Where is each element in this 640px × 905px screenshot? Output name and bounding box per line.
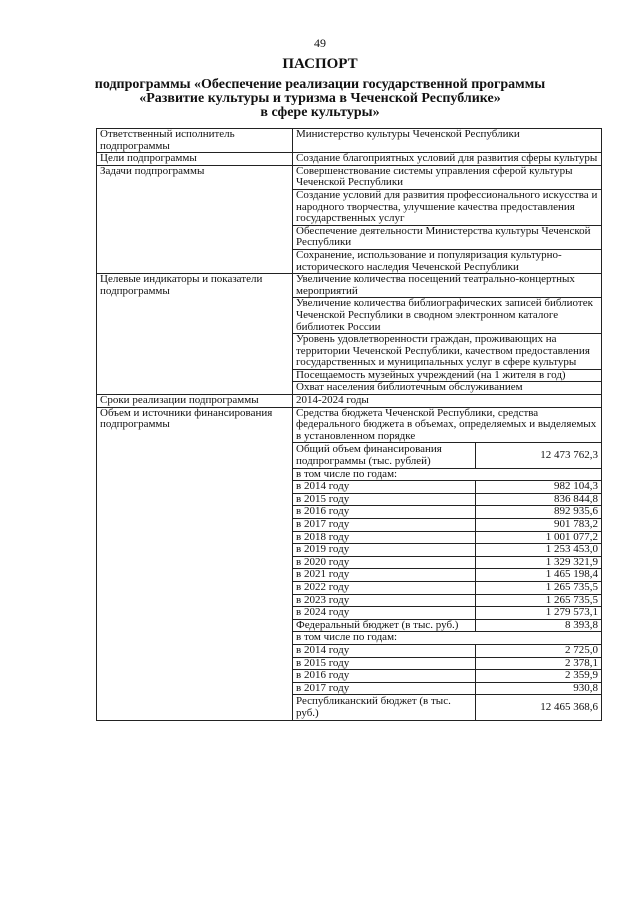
row-label-indicators: Целевые индикаторы и показатели подпрограммы	[97, 274, 293, 395]
federal-year-value: 2 359,9	[476, 670, 602, 683]
table-row	[97, 395, 602, 408]
year-value: 1 265 735,5	[476, 581, 602, 594]
year-value: 1 001 077,2	[476, 531, 602, 544]
row-value-executor: Министерство культуры Чеченской Республики	[293, 129, 602, 153]
task-item: Обеспечение деятельности Министерства культуры Чеченской Республики	[293, 225, 602, 249]
funding-by-years-label: в том числе по годам:	[293, 468, 602, 481]
year-value: 1 253 453,0	[476, 544, 602, 557]
row-label-funding: Объем и источники финансирования подпрограммы	[97, 407, 293, 720]
federal-by-years-label: в том числе по годам:	[293, 632, 602, 645]
passport-table	[96, 128, 602, 721]
federal-year-label: в 2015 году	[293, 657, 476, 670]
federal-year-label: в 2014 году	[293, 644, 476, 657]
table-row	[97, 274, 602, 298]
row-label-goals: Цели подпрограммы	[97, 153, 293, 166]
year-value: 836 844,8	[476, 493, 602, 506]
year-label: в 2020 году	[293, 556, 476, 569]
task-item: Совершенствование системы управления сферой культуры Чеченской Республики	[293, 165, 602, 189]
year-label: в 2023 году	[293, 594, 476, 607]
federal-budget-value: 8 393,8	[476, 619, 602, 632]
subtitle-line: «Развитие культуры и туризма в Чеченской Республике»	[139, 91, 501, 106]
year-value: 1 265 735,5	[476, 594, 602, 607]
document-subtitle	[60, 78, 580, 120]
page-number: 49	[314, 36, 326, 50]
year-value: 1 329 321,9	[476, 556, 602, 569]
year-value: 1 279 573,1	[476, 607, 602, 620]
task-item: Сохранение, использование и популяризация культурно-исторического наследия Чеченской Республики	[293, 249, 602, 273]
year-value: 982 104,3	[476, 481, 602, 494]
indicator-item: Охват населения библиотечным обслуживанием	[293, 382, 602, 395]
federal-year-label: в 2016 году	[293, 670, 476, 683]
year-label: в 2016 году	[293, 506, 476, 519]
funding-intro: Средства бюджета Чеченской Республики, средства федерального бюджета в объемах, определяемых и выделяемых в установленном порядке	[293, 407, 602, 443]
subtitle-line: в сфере культуры»	[260, 105, 380, 120]
federal-year-label: в 2017 году	[293, 682, 476, 695]
republic-budget-value: 12 465 368,6	[476, 695, 602, 720]
row-value-terms: 2014-2024 годы	[293, 395, 602, 408]
indicator-item: Увеличение количества библиографических записей библиотек Чеченской Республики в сводном электронном каталоге библиотек России	[293, 298, 602, 334]
subtitle-line: подпрограммы «Обеспечение реализации государственной программы	[94, 77, 546, 92]
document-title: ПАСПОРТ	[282, 56, 358, 72]
indicator-item: Уровень удовлетворенности граждан, проживающих на территории Чеченской Республики, качеством предоставления государственных и муниципальных услуг в сфере культуры	[293, 334, 602, 370]
table-row	[97, 153, 602, 166]
year-value: 901 783,2	[476, 519, 602, 532]
year-label: в 2024 году	[293, 607, 476, 620]
funding-total-value: 12 473 762,3	[476, 443, 602, 468]
federal-year-value: 2 725,0	[476, 644, 602, 657]
table-row	[97, 165, 602, 189]
year-label: в 2015 году	[293, 493, 476, 506]
federal-budget-label: Федеральный бюджет (в тыс. руб.)	[293, 619, 476, 632]
row-label-tasks: Задачи подпрограммы	[97, 165, 293, 273]
table-row	[97, 407, 602, 443]
indicator-item: Увеличение количества посещений театрально-концертных мероприятий	[293, 274, 602, 298]
year-label: в 2014 году	[293, 481, 476, 494]
year-label: в 2017 году	[293, 519, 476, 532]
indicator-item: Посещаемость музейных учреждений (на 1 жителя в год)	[293, 369, 602, 382]
row-label-executor: Ответственный исполнитель подпрограммы	[97, 129, 293, 153]
year-label: в 2018 году	[293, 531, 476, 544]
year-label: в 2019 году	[293, 544, 476, 557]
year-label: в 2022 году	[293, 581, 476, 594]
federal-year-value: 2 378,1	[476, 657, 602, 670]
year-value: 892 935,6	[476, 506, 602, 519]
task-item: Создание условий для развития профессионального искусства и народного творчества, улучшение качества предоставления государственных услуг	[293, 189, 602, 225]
republic-budget-label: Республиканский бюджет (в тыс. руб.)	[293, 695, 476, 720]
table-row	[97, 129, 602, 153]
row-value-goals: Создание благоприятных условий для развития сферы культуры	[293, 153, 602, 166]
year-label: в 2021 году	[293, 569, 476, 582]
year-value: 1 465 198,4	[476, 569, 602, 582]
row-label-terms: Сроки реализации подпрограммы	[97, 395, 293, 408]
federal-year-value: 930,8	[476, 682, 602, 695]
funding-total-label: Общий объем финансирования подпрограммы (тыс. рублей)	[293, 443, 476, 468]
